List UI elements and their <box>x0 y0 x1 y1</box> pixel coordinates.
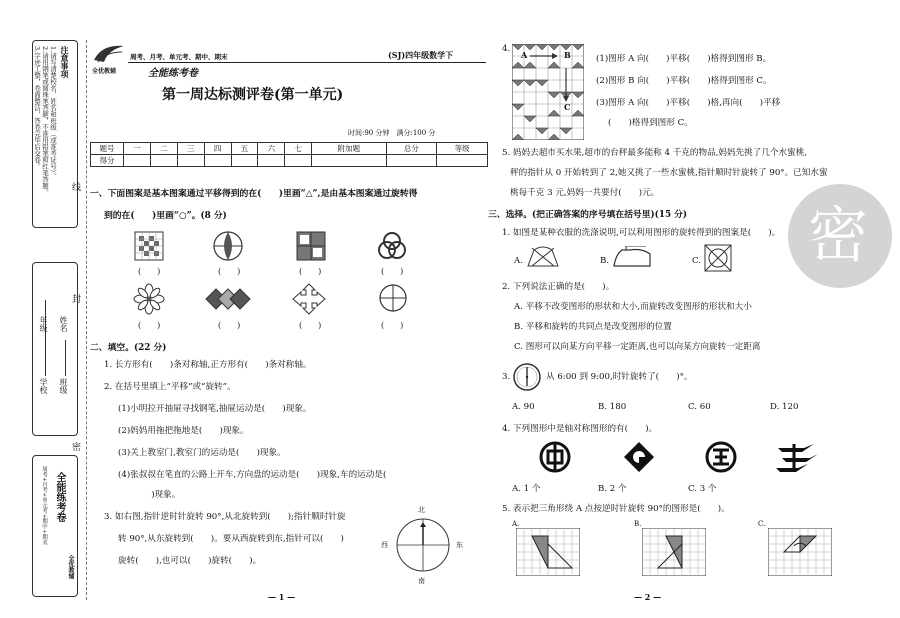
side-strip <box>0 0 86 618</box>
notice-line-2: 2.请用钢笔或圆珠笔答题，不准用铅笔和红笔答题。 <box>41 46 49 196</box>
cut-word-seal: 封 <box>72 295 82 305</box>
bank-logo-1-icon <box>538 440 572 474</box>
choice-q4: 4. 下列图形中是轴对称图形的有( )。 <box>502 424 658 434</box>
score-cell-label: 题号 <box>91 143 124 155</box>
notice-title: 注意事项 <box>60 46 70 78</box>
choice-q3-opt-c: C. 60 <box>688 402 711 412</box>
q4-number: 4. <box>502 44 511 54</box>
fill-q2-4-cont: )现象。 <box>134 490 181 500</box>
fill-q3-line1: 3. 如右图,指针逆时针旋转 90°,从北旋转到( );指针顺时针旋 <box>104 512 346 522</box>
score-row-label: 得分 <box>91 155 124 167</box>
class-field-line[interactable] <box>65 340 66 376</box>
choice-q2-opt-b: B. 平移和旋转的共同点是改变图形的位置 <box>514 322 672 332</box>
brand-logo-text: 全优教辅 <box>67 555 74 579</box>
choice-q3: 从 6:00 到 9:00,时针旋转了( )°。 <box>546 372 693 382</box>
bank-logo-2-icon <box>622 440 656 474</box>
header-rule <box>128 62 486 63</box>
answer-paren-4[interactable]: ( ) <box>381 267 404 276</box>
choice-q1-opt-c: C. <box>692 256 702 266</box>
pattern-diamonds-icon <box>204 287 252 311</box>
header-logo-text: 全优教辅 <box>92 68 117 75</box>
header-edition: (SJ)四年级数学下 <box>388 50 454 60</box>
pattern-grid-icon <box>134 231 164 261</box>
secret-stamp-text: 密 <box>808 201 868 271</box>
rotation-grid-b <box>642 528 706 576</box>
score-cell-extra: 附加题 <box>312 143 386 155</box>
choice-q5: 5. 表示把三角形绕 A 点按逆时针旋转 90°的图形是( )。 <box>502 504 730 514</box>
compass-south: 南 <box>418 577 425 585</box>
choice-q3-opt-a: A. 90 <box>512 402 535 412</box>
choice-q5-opt-a: A. <box>512 520 520 528</box>
score-input[interactable] <box>285 155 312 167</box>
section-2-title: 二、填空。(22 分) <box>90 343 167 353</box>
score-cell-2: 二 <box>150 143 177 155</box>
bank-logo-3-icon <box>704 440 738 474</box>
score-cell-5: 五 <box>231 143 258 155</box>
q4-3: (3)图形 A 向( )平移( )格,再向( )平移 <box>596 98 781 108</box>
header-logo-icon <box>92 42 126 64</box>
answer-paren-1[interactable]: ( ) <box>138 267 161 276</box>
pattern-quad-grid-icon <box>296 231 326 261</box>
school-field-line[interactable] <box>45 300 46 376</box>
q4-3-cont: ( )格得到图形 C。 <box>608 118 693 128</box>
fill-q2-1: (1)小明拉开抽屉寻找钢笔,抽屉运动是( )现象。 <box>118 404 312 414</box>
score-input[interactable] <box>437 155 488 167</box>
wash-icon-a <box>526 244 560 268</box>
class-field-label: 班级 <box>59 378 68 394</box>
cut-dashed-line <box>86 40 87 600</box>
compass-west: 西 <box>381 541 388 549</box>
compass-diagram <box>392 514 454 576</box>
notice-line-3: 3.字迹工整，卷面整洁，答卷完毕后交卷。 <box>33 46 41 170</box>
choice-q4-opt-a: A. 1 个 <box>512 484 541 494</box>
grid-label-a: A <box>521 50 528 60</box>
fill-q3-line2: 转 90°,从东旋转到( )。要从西旋转到东,指针可以( ) <box>118 534 344 544</box>
score-cell-total: 总分 <box>386 143 437 155</box>
page-number-2: — 2 — <box>634 592 662 602</box>
header-series: 全能练考卷 <box>148 68 198 79</box>
brand-name: 全能练考卷 <box>54 472 65 522</box>
score-cell-1: 一 <box>124 143 151 155</box>
section-1-title-cont: 到的在( )里画“○”。(8 分) <box>104 211 227 221</box>
score-input[interactable] <box>177 155 204 167</box>
choice-q3-opt-d: D. 120 <box>770 402 799 412</box>
choice-q4-opt-b: B. 2 个 <box>598 484 627 494</box>
score-cell-4: 四 <box>204 143 231 155</box>
page-title: 第一周达标测评卷(第一单元) <box>162 87 344 103</box>
bank-logo-4-icon <box>774 440 820 474</box>
choice-q2-opt-a: A. 平移不改变图形的形状和大小,而旋转改变图形的形状和大小 <box>514 302 752 312</box>
score-table-score-row <box>91 155 488 167</box>
fill-q2-2: (2)妈妈用拖把拖地是( )现象。 <box>118 426 249 436</box>
cut-word-line: 线 <box>72 183 82 193</box>
pattern-arrows-cross-icon <box>292 283 326 315</box>
header-tagline: 周考、月考、单元考、期中、期末 <box>130 53 228 61</box>
pattern-circle-quadrant-icon <box>378 283 408 313</box>
answer-paren-3[interactable]: ( ) <box>299 267 322 276</box>
answer-paren-7[interactable]: ( ) <box>299 321 322 330</box>
score-table <box>90 142 488 167</box>
fill-q1: 1. 长方形有( )条对称轴,正方形有( )条对称轴。 <box>104 360 312 370</box>
q4-2: (2)图形 B 向( )平移( )格得到图形 C。 <box>596 76 772 86</box>
score-input[interactable] <box>150 155 177 167</box>
choice-q5-opt-b: B. <box>634 520 642 528</box>
q5-line2: 秤的指针从 0 开始转到了 2,她又挑了一些水蜜桃,指针顺时针旋转了 90°。已知水蜜 <box>510 168 828 178</box>
fill-q3-line3: 旋转( ),也可以( )旋转( )。 <box>118 556 262 566</box>
rotation-grid-a <box>516 528 580 576</box>
pattern-circle-cross-icon <box>212 230 244 262</box>
section-1-title: 一、下面图案是基本图案通过平移得到的在( )里画“△”,是由基本图案通过旋转得 <box>90 189 418 199</box>
rotation-grid-c <box>768 528 832 576</box>
q5-line1: 5. 妈妈去超市买水果,超市的台秤最多能称 4 千克的物品,妈妈先挑了几个水蜜桃, <box>502 148 808 158</box>
score-cell-3: 三 <box>177 143 204 155</box>
score-input[interactable] <box>204 155 231 167</box>
score-input[interactable] <box>386 155 437 167</box>
q4-1: (1)图形 A 向( )平移( )格得到图形 B。 <box>596 54 772 64</box>
q5-line3: 桃每千克 3 元,妈妈一共要付( )元。 <box>510 188 660 198</box>
answer-paren-6[interactable]: ( ) <box>218 321 241 330</box>
no-wash-icon-c <box>704 244 732 272</box>
score-cell-6: 六 <box>258 143 285 155</box>
choice-q4-opt-c: C. 3 个 <box>688 484 717 494</box>
score-input[interactable] <box>258 155 285 167</box>
fill-q2: 2. 在括号里填上“平移”或“旋转”。 <box>104 382 236 392</box>
grid-label-c: C <box>564 102 571 112</box>
clock-icon <box>512 362 542 392</box>
pattern-flower-icon <box>133 283 165 315</box>
score-input[interactable] <box>124 155 151 167</box>
choice-q1-opt-b: B. <box>600 256 610 266</box>
score-table-header-row <box>91 143 488 155</box>
choice-q1: 1. 如图是某种衣服的洗涤说明,可以利用图形的旋转得到的图案是( )。 <box>502 228 781 238</box>
section-3-title: 三、选择。(把正确答案的序号填在括号里)(15 分) <box>488 210 688 220</box>
score-cell-grade: 等级 <box>437 143 488 155</box>
score-input[interactable] <box>312 155 386 167</box>
notice-line-1: 1.请写清楚校名、姓名和班级（或准考证号）。 <box>49 46 57 179</box>
page-number-1: — 1 — <box>268 592 296 602</box>
choice-q2: 2. 下列说法正确的是( )。 <box>502 282 615 292</box>
score-input[interactable] <box>231 155 258 167</box>
choice-q3-number: 3. <box>502 372 511 382</box>
choice-q1-opt-a: A. <box>514 256 523 266</box>
exam-time: 时间:90 分钟 满分:100 分 <box>348 129 436 137</box>
brand-sub: 周考+月考+单元考+期中+期末 <box>41 466 47 545</box>
iron-icon-b <box>612 246 652 268</box>
student-info-box <box>32 262 78 436</box>
score-cell-7: 七 <box>285 143 312 155</box>
compass-north: 北 <box>418 506 425 514</box>
grade-field-label: 年级 <box>39 316 48 332</box>
compass-east: 东 <box>456 541 463 549</box>
fill-q2-4: (4)张叔叔在笔直的公路上开车,方向盘的运动是( )现象,车的运动是( <box>118 470 387 480</box>
grid-label-b: B <box>564 50 571 60</box>
name-field-label: 姓名 <box>59 316 68 332</box>
choice-q2-opt-c: C. 图形可以向某方向平移一定距离,也可以向某方向旋转一定距离 <box>514 342 761 352</box>
cut-word-secret: 密 <box>72 443 82 453</box>
fill-q2-3: (3)关上教室门,教室门的运动是( )现象。 <box>118 448 286 458</box>
choice-q5-opt-c: C. <box>758 520 766 528</box>
answer-paren-8[interactable]: ( ) <box>381 321 404 330</box>
answer-paren-5[interactable]: ( ) <box>138 321 161 330</box>
pattern-triquetra-icon <box>376 230 408 262</box>
school-field-label: 学校 <box>39 378 48 394</box>
choice-q3-opt-b: B. 180 <box>598 402 627 412</box>
answer-paren-2[interactable]: ( ) <box>218 267 241 276</box>
